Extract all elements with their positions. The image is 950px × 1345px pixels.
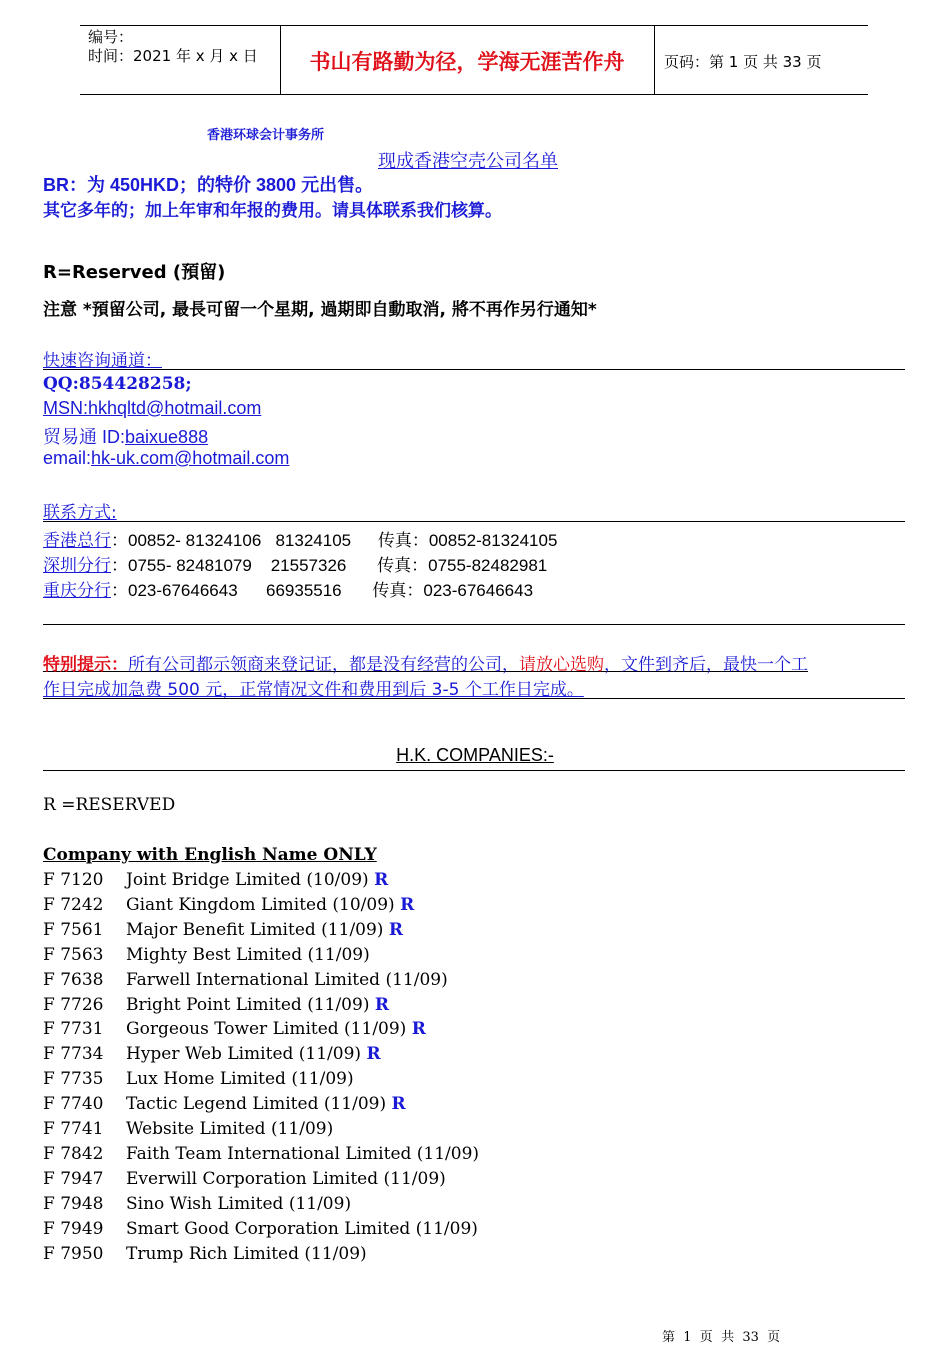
reserve-notice: 注意 *預留公司, 最長可留一个星期, 過期即自動取消, 將不再作另行通知* [43,300,597,320]
doc-title: 现成香港空壳公司名单 [378,151,558,172]
page-footer: 第 1 页 共 33 页 [662,1330,781,1345]
special-text-2: 请放心选购 [519,655,604,675]
list-heading: Company with English Name ONLY [43,845,377,865]
special-text-3: ，文件到齐后，最快一个工 [604,655,808,675]
email-line [43,448,289,469]
trade-id-label: 贸易通 ID: [43,427,126,447]
header-meta [88,28,258,66]
reserved-badge: R [391,1094,406,1115]
reserved-badge: R [374,994,389,1015]
company-name: Sino Wish Limited (11/09) [126,1193,352,1214]
reserved-badge: R [388,919,403,940]
reserved-badge: R [400,894,415,915]
msn-line [43,398,261,419]
special-notice-line-2: 作日完成加急费 500 元，正常情况文件和费用到后 3-5 个工作日完成。 [43,680,584,700]
company-row [43,970,448,990]
reserved-badge: R [411,1019,426,1040]
branch-row [43,526,557,551]
divider [43,770,905,771]
company-code: F 7741 [43,1119,104,1139]
company-row [43,1019,426,1039]
companies-heading: H.K. COMPANIES:- [396,745,554,765]
branch-phones: ：023-67646643 66935516 [111,581,342,600]
branch-name[interactable]: 深圳分行 [43,556,111,576]
company-row [43,1094,406,1114]
quick-contact-title: 快速咨询通道： [43,351,162,371]
fax-label: 传真： [377,556,429,576]
msn-link[interactable]: hkhqltd@hotmail.com [88,398,262,418]
company-row [43,1069,354,1089]
company-code: F 7638 [43,969,104,990]
company-name: Major Benefit Limited (11/09) [126,919,384,940]
intro-line-2: 其它多年的；加上年审和年报的费用。请具体联系我们核算。 [43,201,502,221]
fax-label: 传真： [377,531,429,551]
header-motto: 书山有路勤为径，学海无涯苦作舟 [309,50,625,74]
reserved-note: R =RESERVED [43,795,176,815]
doc-time-label: 时间：2021 年 x 月 x 日 [88,47,258,65]
email-label: email: [43,448,92,468]
company-row [43,1119,333,1139]
company-name: Tactic Legend Limited (11/09) [126,1094,387,1115]
trade-id-line [43,423,208,449]
company-name: Lux Home Limited (11/09) [126,1069,354,1090]
divider [43,698,905,699]
company-name: Hyper Web Limited (11/09) [126,1044,362,1065]
company-name: Giant Kingdom Limited (10/09) [126,894,395,915]
company-code: F 7734 [43,1044,104,1065]
company-name: Trump Rich Limited (11/09) [126,1243,367,1264]
reserved-badge: R [374,870,389,890]
fax-number: 0755-82482981 [428,556,548,575]
company-name: Mighty Best Limited (11/09) [126,944,370,965]
doc-number-label: 编号： [88,28,134,46]
company-name: Farwell International Limited (11/09) [126,969,448,990]
company-code: F 7731 [43,1019,104,1040]
company-code: F 7842 [43,1143,104,1164]
special-notice-line-1 [43,650,808,675]
company-code: F 7120 [43,870,104,890]
qq-number: QQ:854428258; [43,374,192,394]
branch-row [43,576,533,601]
company-row [43,920,403,940]
company-code: F 7950 [43,1243,104,1264]
email-link[interactable]: hk-uk.com@hotmail.com [91,448,290,468]
divider [43,369,905,370]
branch-phones: ：0755- 82481079 21557326 [111,556,347,575]
company-code: F 7563 [43,944,104,965]
company-row [43,1219,478,1239]
company-name: Bright Point Limited (11/09) [126,994,370,1015]
special-prefix: 特别提示： [43,655,128,675]
branch-phones: ：00852- 81324106 81324105 [111,531,352,550]
company-row [43,870,388,890]
company-row [43,1169,446,1189]
company-row [43,1194,351,1214]
company-name: Faith Team International Limited (11/09) [126,1143,480,1164]
company-row [43,945,370,965]
company-code: F 7242 [43,894,104,915]
fax-label: 传真： [372,581,424,601]
branch-row [43,551,547,576]
company-row [43,1244,367,1264]
company-code: F 7948 [43,1193,104,1214]
fax-number: 00852-81324105 [428,531,558,550]
company-code: F 7735 [43,1069,104,1090]
company-name: Everwill Corporation Limited (11/09) [126,1168,446,1189]
fax-number: 023-67646643 [423,581,534,600]
divider [43,624,905,625]
company-row [43,1144,479,1164]
company-name: Website Limited (11/09) [126,1119,334,1139]
company-row [43,895,414,915]
trade-id-link[interactable]: baixue888 [125,427,209,447]
company-code: F 7726 [43,994,104,1015]
company-code: F 7740 [43,1094,104,1115]
divider [43,521,905,522]
header-page-code: 页码：第 1 页 共 33 页 [664,53,822,71]
company-code: F 7561 [43,919,104,940]
msn-label: MSN: [43,398,88,418]
intro-line-1: BR：为 450HKD；的特价 3800 元出售。 [43,175,374,195]
company-name: Joint Bridge Limited (10/09) [126,870,369,890]
firm-name: 香港环球会计事务所 [207,128,325,143]
company-name: Gorgeous Tower Limited (11/09) [126,1019,407,1040]
header-table [80,25,868,95]
company-code: F 7949 [43,1218,104,1239]
reserved-heading: R=Reserved (預留) [43,262,226,283]
branch-name[interactable]: 重庆分行 [43,581,111,601]
special-text-1: 所有公司都示领商来登记证，都是没有经营的公司， [128,655,519,675]
branch-name[interactable]: 香港总行 [43,531,111,551]
company-row [43,995,389,1015]
company-name: Smart Good Corporation Limited (11/09) [126,1218,478,1239]
company-code: F 7947 [43,1168,104,1189]
contacts-title: 联系方式: [43,503,117,523]
header-divider [654,26,655,94]
company-row [43,1044,381,1064]
reserved-badge: R [366,1044,381,1065]
